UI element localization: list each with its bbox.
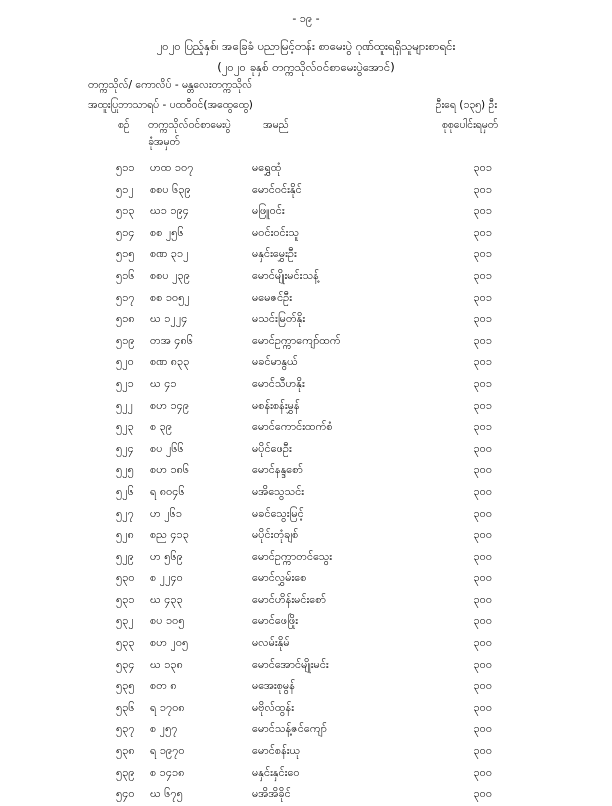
- row-serial: ၅၂၂: [116, 398, 133, 412]
- table-row: [0, 309, 612, 331]
- row-roll-number: စစပ ၆၃၉: [150, 182, 191, 196]
- row-serial: ၅၁၃: [116, 204, 135, 218]
- table-row: [0, 633, 612, 655]
- row-total-marks: ၃၀၀: [473, 441, 492, 455]
- row-total-marks: ၃၀၀: [473, 463, 492, 477]
- header-total-marks: စုစုပေါင်းရမှတ်: [441, 119, 498, 131]
- row-total-marks: ၃၀၁: [473, 312, 492, 326]
- row-name: မနှင်းနှင်းဝေ: [252, 765, 300, 779]
- table-row: [0, 504, 612, 526]
- header-roll-number: တက္ကသိုလ်ဝင်စာမေးပွဲ: [148, 119, 231, 131]
- table-row: [0, 374, 612, 396]
- row-roll-number: ဃ၁ ၁၉၄: [150, 204, 189, 218]
- row-total-marks: ၃၀၁: [473, 355, 492, 369]
- table-row: [0, 525, 612, 547]
- row-name: မောင်ဟိန်းမင်းစော်: [252, 592, 326, 606]
- row-name: မခင်သွေးမြင့်: [252, 506, 304, 520]
- table-row: [0, 439, 612, 461]
- table-row: [0, 266, 612, 288]
- table-row: [0, 741, 612, 763]
- table-row: [0, 763, 612, 785]
- row-name: မောင်သီဟနိုး: [252, 376, 305, 390]
- row-serial: ၅၄၀: [116, 787, 135, 801]
- row-name: မောင်ဖေဖြိုး: [252, 614, 299, 628]
- table-row: [0, 352, 612, 374]
- row-name: မောင်သန့်ဇင်ကျော်: [252, 722, 327, 736]
- table-row: [0, 568, 612, 590]
- table-row: [0, 223, 612, 245]
- row-roll-number: ဟ ၅၆၉: [150, 549, 183, 563]
- row-roll-number: ဃ ၄၁: [150, 376, 177, 390]
- row-serial: ၅၁၂: [116, 182, 134, 196]
- row-roll-number: ဃ ၁၂၂၄: [150, 312, 188, 326]
- row-serial: ၅၃၀: [116, 571, 135, 585]
- table-row: [0, 460, 612, 482]
- row-serial: ၅၁၁: [116, 161, 135, 174]
- row-roll-number: စစ ၂၅၆: [150, 225, 184, 239]
- row-total-marks: ၃၀၁: [473, 161, 492, 174]
- row-name: မသင်းမြတ်နိုး: [252, 312, 306, 326]
- row-roll-number: ဃ ၄၃၃: [150, 592, 183, 606]
- table-row: [0, 158, 612, 180]
- row-roll-number: စစပ ၂၃၉: [150, 268, 190, 282]
- header-serial: စဉ်: [118, 119, 130, 131]
- row-total-marks: ၃၀၀: [473, 657, 492, 671]
- row-serial: ၅၃၈: [116, 744, 135, 758]
- row-serial: ၅၂၀: [116, 355, 134, 369]
- table-row: [0, 417, 612, 439]
- row-name: မအိအိခိုင်: [252, 787, 291, 801]
- row-serial: ၅၃၆: [116, 700, 135, 714]
- table-row: [0, 244, 612, 266]
- table-row: [0, 655, 612, 677]
- table-row: [0, 698, 612, 720]
- row-total-marks: ၃၀၀: [473, 592, 492, 606]
- row-serial: ၅၁၄: [116, 225, 135, 239]
- row-roll-number: စ ၃၉: [150, 420, 173, 434]
- row-roll-number: စ ၂၅၇: [150, 722, 178, 736]
- row-roll-number: တအ ၄၈၆: [150, 333, 193, 347]
- row-total-marks: ၃၀၁: [473, 182, 492, 196]
- table-row: [0, 611, 612, 633]
- row-serial: ၅၁၉: [116, 333, 135, 347]
- subject-line: အထူးပြုဘာသာရပ် - ပထဝီဝင်(အထွေထွေ): [88, 99, 253, 111]
- row-roll-number: ဃ ၁၃၈: [150, 657, 183, 671]
- row-serial: ၅၂၆: [116, 484, 134, 498]
- row-serial: ၅၃၂: [116, 614, 134, 628]
- row-roll-number: စဟ ၁၈၆: [150, 463, 190, 477]
- row-name: မလမ်းနိုမ်: [252, 636, 290, 650]
- row-name: မောင်စန်းယု: [252, 744, 301, 758]
- row-roll-number: ဃ ၆၇၅: [150, 787, 183, 801]
- row-total-marks: ၃၀၀: [473, 787, 492, 801]
- row-serial: ၅၃၇: [116, 722, 135, 736]
- table-row: [0, 784, 612, 806]
- row-serial: ၅၁၇: [116, 290, 135, 304]
- row-roll-number: စဟ ၁၄၉: [150, 398, 190, 412]
- row-roll-number: စဟ ၂၀၅: [150, 636, 189, 650]
- row-roll-number: စ ၂၂၄၀: [150, 571, 183, 585]
- row-roll-number: စဏ ၃၁၂: [150, 247, 189, 261]
- table-row: [0, 590, 612, 612]
- row-total-marks: ၃၀၁: [473, 204, 492, 218]
- row-total-marks: ၃၀၀: [473, 722, 492, 736]
- row-roll-number: စစ ၁၀၅၂: [150, 290, 190, 304]
- header-name: အမည်: [263, 119, 289, 131]
- table-row: [0, 288, 612, 310]
- row-name: မမေဇင်ဦး: [252, 290, 293, 304]
- row-name: မစန်းစန်းမွှန်: [252, 398, 300, 412]
- row-roll-number: စပ ၁၀၅: [150, 614, 185, 628]
- row-name: မအေးစုမွန်: [252, 679, 295, 693]
- row-name: မောင်ဥက္ကာတင်သွေး: [252, 549, 333, 563]
- table-row: [0, 180, 612, 202]
- row-roll-number: ဟ ၂၆၁: [150, 506, 183, 520]
- row-total-marks: ၃၀၀: [473, 549, 492, 563]
- row-total-marks: ၃၀၁: [473, 398, 492, 412]
- row-total-marks: ၃၀၀: [473, 636, 492, 650]
- row-name: မပိုင်ဖေဦး: [252, 441, 292, 455]
- row-roll-number: ရ ၈၀၄၆: [150, 484, 185, 498]
- document-subtitle: (၂၀၂၀ ခုနှစ် တက္ကသိုလ်ဝင်စာမေးပွဲအောင်): [217, 60, 395, 74]
- row-serial: ၅၁၅: [116, 247, 135, 261]
- row-name: မပိုင်းတုံချစ်: [252, 528, 299, 542]
- row-roll-number: ဟထ ၁၀၇: [150, 161, 194, 174]
- row-total-marks: ၃၀၀: [473, 744, 492, 758]
- row-name: မောင်မျိုးမင်းသန့်: [252, 268, 319, 282]
- row-total-marks: ၃၀၁: [473, 333, 492, 347]
- row-name: မောင်ဥက္ကာကျော်ထက်: [252, 333, 341, 347]
- row-name: မောင်အောင်မျိုးမင်း: [252, 657, 329, 671]
- row-total-marks: ၃၀၁: [473, 247, 492, 261]
- row-serial: ၅၃၃: [116, 636, 135, 650]
- row-name: မနှင်းမွှေးဦး: [252, 247, 297, 261]
- row-total-marks: ၃၀၁: [473, 290, 492, 304]
- row-name: မဗိုလ်ထွန်း: [252, 700, 295, 714]
- row-name: မဝင်းဝင်းသူ: [252, 225, 300, 239]
- row-serial: ၅၃၄: [116, 657, 135, 671]
- row-total-marks: ၃၀၀: [473, 484, 492, 498]
- row-total-marks: ၃၀၀: [473, 614, 492, 628]
- row-name: မောင်ကောင်းထက်စံ: [252, 420, 333, 434]
- row-serial: ၅၂၃: [116, 420, 134, 434]
- table-row: [0, 201, 612, 223]
- row-total-marks: ၃၀၁: [473, 268, 492, 282]
- row-roll-number: စဏ ၈၃၃: [150, 355, 190, 369]
- row-name: မခင်မာနွယ်: [252, 355, 298, 369]
- table-row: [0, 482, 612, 504]
- row-serial: ၅၂၉: [116, 549, 134, 563]
- row-serial: ၅၂၇: [116, 506, 134, 520]
- row-total-marks: ၃၀၀: [473, 679, 492, 693]
- page-number: - ၁၉ -: [292, 12, 320, 25]
- row-serial: ၅၁၈: [116, 312, 135, 326]
- document-title: ၂၀၂၀ ပြည့်နှစ်၊ အခြေခံ ပညာမြင့်တန်း စာမေးပွဲ ဂုဏ်ထူးရရှိသူများစာရင်း: [156, 39, 456, 53]
- row-total-marks: ၃၀၁: [473, 225, 492, 239]
- row-serial: ၅၂၁: [116, 376, 134, 390]
- row-roll-number: စတ ၈: [150, 679, 177, 693]
- row-name: မောင်ဝင်းနိုင်: [252, 182, 302, 196]
- row-total-marks: ၃၀၀: [473, 700, 492, 714]
- table-row: [0, 331, 612, 353]
- row-name: မအိသွေသင်း: [252, 484, 305, 498]
- row-total-marks: ၃၀၁: [473, 376, 492, 390]
- row-roll-number: စ ၁၄၁၈: [150, 765, 185, 779]
- row-serial: ၅၃၉: [116, 765, 135, 779]
- row-total-marks: ၃၀၀: [473, 506, 492, 520]
- row-serial: ၅၂၅: [116, 463, 134, 477]
- row-total-marks: ၃၀၀: [473, 765, 492, 779]
- row-roll-number: စည ၄၁၃: [150, 528, 189, 542]
- candidate-count: ဦးရေ (၁၃၅) ဦး: [435, 99, 497, 111]
- row-name: မဖြူဝင်း: [252, 204, 285, 218]
- university-line: တက္ကသိုလ်/ ကောလိပ် - မန္တလေးတက္ကသိုလ်: [88, 79, 253, 91]
- table-row: [0, 396, 612, 418]
- table-row: [0, 547, 612, 569]
- row-name: မောင်လွှမ်းစေ: [252, 571, 307, 585]
- header-roll-number-line2: ခုံအမှတ်: [148, 136, 180, 148]
- table-row: [0, 719, 612, 741]
- row-serial: ၅၂၈: [116, 528, 134, 542]
- row-roll-number: စပ ၂၆၆: [150, 441, 184, 455]
- row-serial: ၅၃၅: [116, 679, 135, 693]
- row-name: မရွှေထုံ: [252, 161, 282, 174]
- row-serial: ၅၃၁: [116, 592, 135, 606]
- row-name: မောင်နန္ဒစော်: [252, 463, 303, 477]
- row-total-marks: ၃၀၀: [473, 571, 492, 585]
- row-total-marks: ၃၀၁: [473, 420, 492, 434]
- table-row: [0, 676, 612, 698]
- results-table: [0, 158, 612, 806]
- row-roll-number: ရ ၁၇၀၈: [150, 700, 185, 714]
- row-serial: ၅၁၆: [116, 268, 135, 282]
- row-roll-number: ရ ၁၉၇၀: [150, 744, 185, 758]
- row-total-marks: ၃၀၀: [473, 528, 492, 542]
- row-serial: ၅၂၄: [116, 441, 134, 455]
